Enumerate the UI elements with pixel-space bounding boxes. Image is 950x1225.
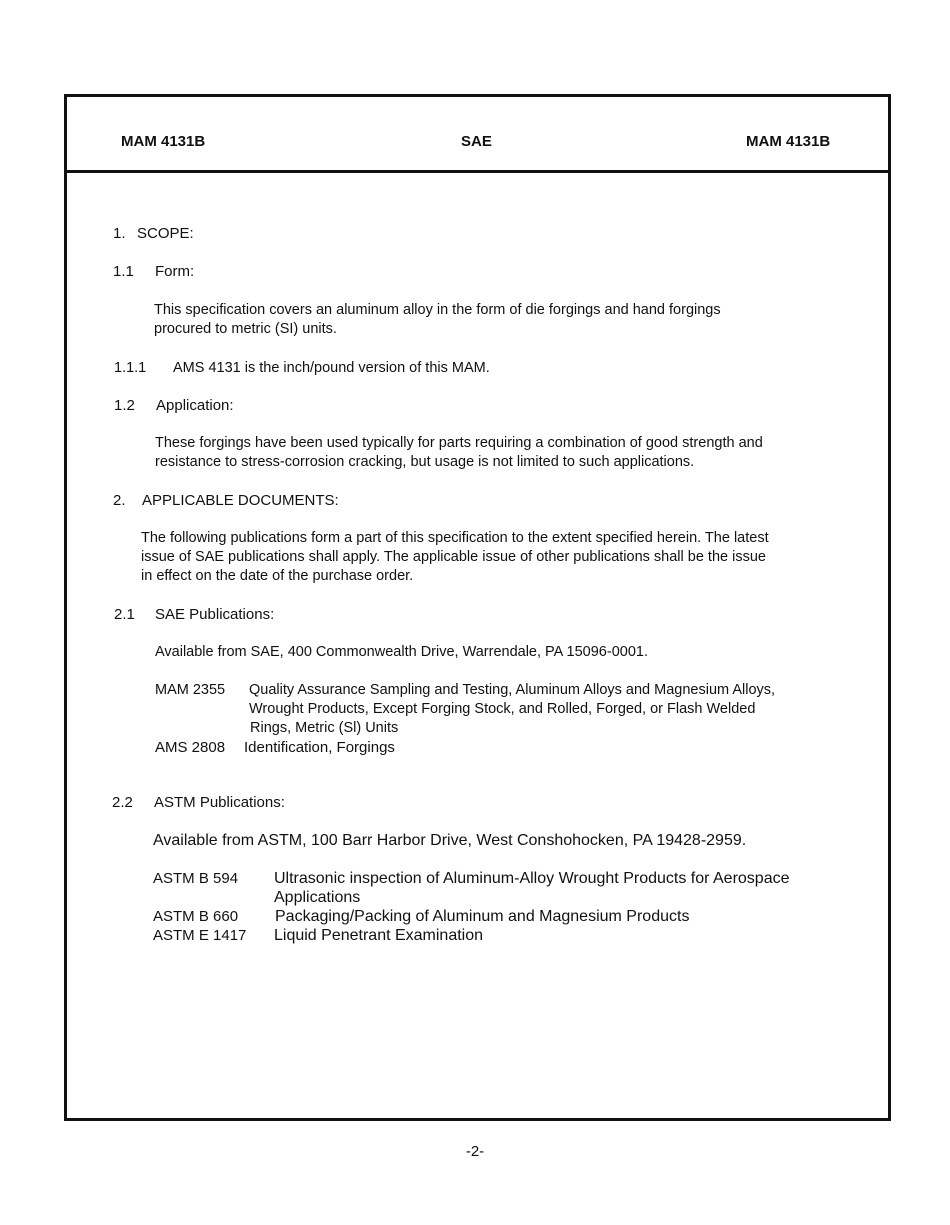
- section-2-line: in effect on the date of the purchase order.: [141, 568, 414, 584]
- section-1-2-line: These forgings have been used typically for parts requiring a combination of good strength and: [155, 435, 763, 451]
- section-1-1-title: Form:: [155, 263, 195, 280]
- section-1-title: SCOPE:: [137, 225, 194, 242]
- page-number: -2-: [465, 1143, 485, 1160]
- reference-title-line: Wrought Products, Except Forging Stock, and Rolled, Forged, or Flash Welded: [249, 701, 756, 717]
- reference-code: ASTM B 660: [153, 908, 239, 925]
- section-1-1-line: This specification covers an aluminum alloy in the form of die forgings and hand forgings: [154, 302, 721, 318]
- section-1-2-number: 1.2: [114, 397, 135, 414]
- section-1-1-1-number: 1.1.1: [114, 360, 147, 376]
- section-2-2-title: ASTM Publications:: [154, 794, 285, 811]
- section-1-2-line: resistance to stress-corrosion cracking, but usage is not limited to such applications.: [155, 454, 695, 470]
- section-2-line: The following publications form a part of this specification to the extent specified herein. The latest: [141, 530, 769, 546]
- reference-code: MAM 2355: [155, 682, 226, 698]
- reference-code: ASTM B 594: [153, 870, 239, 887]
- reference-title-line: Ultrasonic inspection of Aluminum-Alloy Wrought Products for Aerospace: [274, 870, 790, 887]
- section-1-1-line: procured to metric (SI) units.: [154, 321, 337, 337]
- section-1-1-1-text: AMS 4131 is the inch/pound version of this MAM.: [173, 360, 490, 376]
- section-2-line: issue of SAE publications shall apply. The applicable issue of other publications shall be the issue: [141, 549, 766, 565]
- section-2-2-number: 2.2: [112, 794, 133, 811]
- section-2-1-title: SAE Publications:: [155, 606, 275, 623]
- section-1-2-title: Application:: [156, 397, 234, 414]
- reference-title-line: Packaging/Packing of Aluminum and Magnesium Products: [275, 908, 690, 925]
- section-1-number: 1.: [113, 225, 126, 242]
- reference-code: AMS 2808: [155, 739, 226, 756]
- header-publisher: SAE: [461, 133, 492, 150]
- section-1-1-number: 1.1: [113, 263, 134, 280]
- header-doc-number-right: MAM 4131B: [746, 133, 831, 150]
- section-2-number: 2.: [113, 492, 126, 509]
- section-2-1-number: 2.1: [114, 606, 135, 623]
- reference-title-line: Applications: [274, 889, 361, 906]
- section-2-1-available: Available from SAE, 400 Commonwealth Drive, Warrendale, PA 15096-0001.: [155, 644, 648, 660]
- reference-title-line: Identification, Forgings: [244, 739, 395, 756]
- header-row: [67, 97, 888, 173]
- header-doc-number-left: MAM 4131B: [121, 133, 206, 150]
- reference-title-line: Rings, Metric (Sl) Units: [250, 720, 399, 736]
- reference-title-line: Liquid Penetrant Examination: [274, 927, 484, 944]
- section-2-2-available: Available from ASTM, 100 Barr Harbor Drive, West Conshohocken, PA 19428-2959.: [153, 832, 747, 849]
- reference-title-line: Quality Assurance Sampling and Testing, Aluminum Alloys and Magnesium Alloys,: [249, 682, 776, 698]
- reference-code: ASTM E 1417: [153, 927, 247, 944]
- section-2-title: APPLICABLE DOCUMENTS:: [142, 492, 339, 509]
